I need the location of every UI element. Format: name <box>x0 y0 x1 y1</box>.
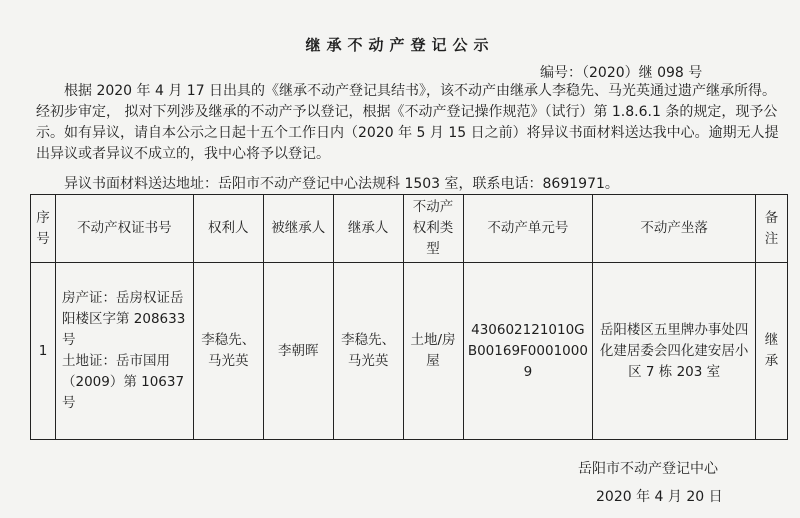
cert-house: 房产证：岳房权证岳阳楼区字第 208633 号 <box>61 290 186 348</box>
table-header-row <box>31 195 788 263</box>
document-number: 编号：（2020）继 098 号 <box>540 65 703 81</box>
cell-unit: 430602121010GB00169F00010009 <box>463 263 593 440</box>
header-heir: 继承人 <box>333 195 403 263</box>
cell-holder: 李稳先、马光英 <box>193 263 263 440</box>
cell-cert <box>55 263 193 440</box>
cell-seq: 1 <box>31 263 56 440</box>
table-row <box>31 263 788 440</box>
cell-decedent: 李朝晖 <box>263 263 333 440</box>
issuing-organization: 岳阳市不动产登记中心 <box>578 461 718 477</box>
header-location: 不动产坐落 <box>593 195 756 263</box>
header-unit: 不动产单元号 <box>463 195 593 263</box>
cert-land: 土地证：岳市国用（2009）第 10637 号 <box>61 353 185 411</box>
header-holder: 权利人 <box>193 195 263 263</box>
header-decedent: 被继承人 <box>263 195 333 263</box>
page-title: 继承不动产登记公示 <box>305 36 495 54</box>
issue-date: 2020 年 4 月 20 日 <box>596 489 723 505</box>
header-seq: 序号 <box>31 195 56 263</box>
cell-heir: 李稳先、马光英 <box>333 263 403 440</box>
header-type: 不动产权利类型 <box>403 195 463 263</box>
cell-type: 土地/房屋 <box>403 263 463 440</box>
notice-body: 根据 2020 年 4 月 17 日出具的《继承不动产登记具结书》，该不动产由继承人李稳先、马光英通过遗产继承所得。经初步审定， 拟对下列涉及继承的不动产予以登记，根据《不动产登记操作规范》（试行）第 1.8.6.1 条的规定，现予公示。如有异议，请自本公示之日起十五个工作日内（2020 年 5 月 15 日之前）将异议书面材料送达我中心。逾期无人提出异议或者异议不成立的，我中心将予以登记。 <box>36 83 779 162</box>
cell-location: 岳阳楼区五里牌办事处四化建居委会四化建安居小区 7 栋 203 室 <box>593 263 756 440</box>
header-cert: 不动产权证书号 <box>55 195 193 263</box>
cell-remark: 继承 <box>755 263 787 440</box>
objection-address: 异议书面材料送达地址：岳阳市不动产登记中心法规科 1503 室，联系电话：8691971。 <box>64 176 619 192</box>
registration-table <box>30 194 788 440</box>
header-remark: 备注 <box>755 195 787 263</box>
